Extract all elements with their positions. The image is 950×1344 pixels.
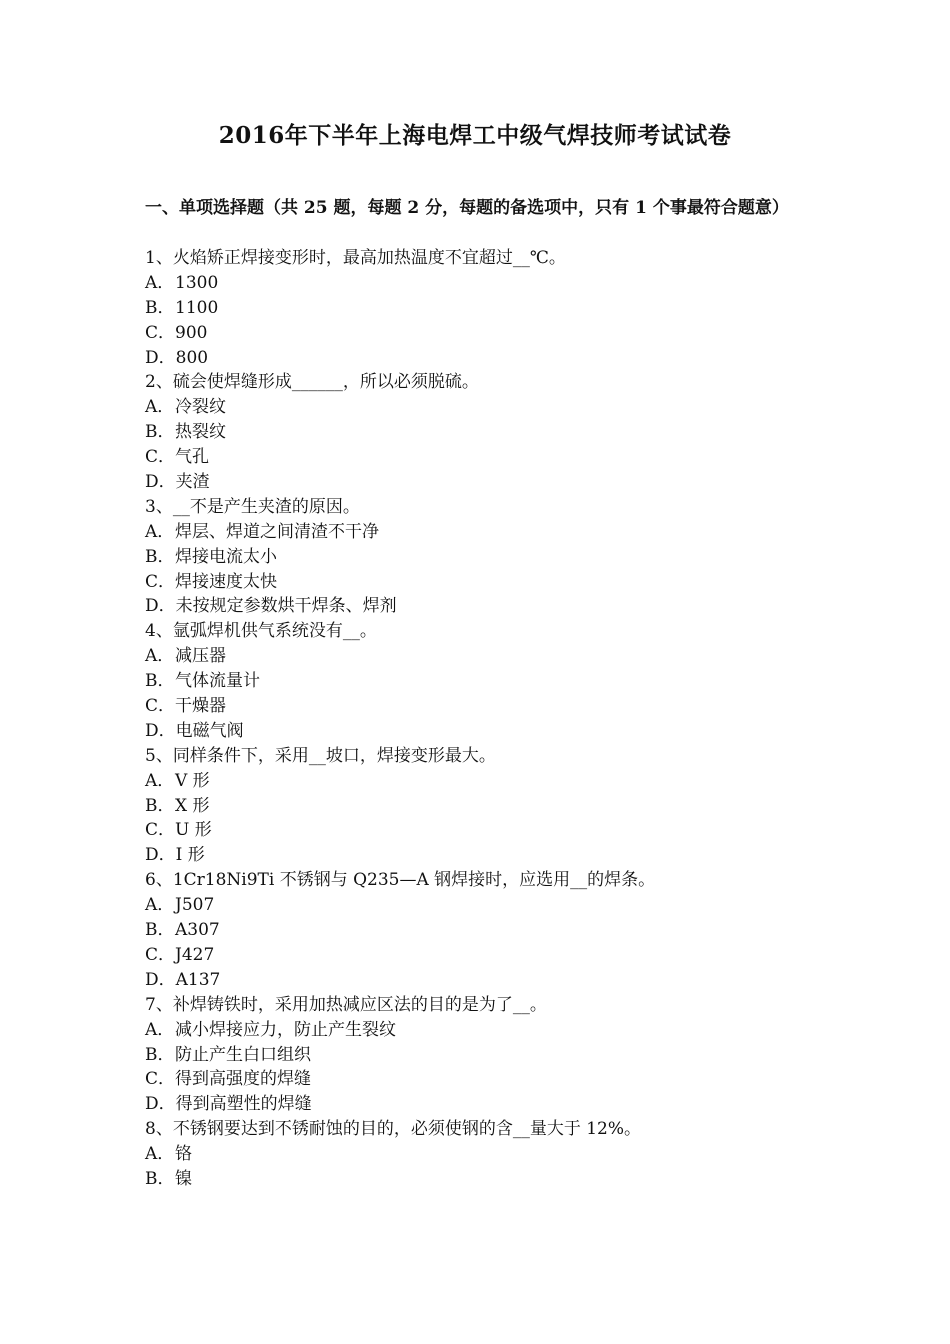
question-option xyxy=(145,570,811,595)
question-option xyxy=(145,594,811,619)
option-text: 得到高塑性的焊缝 xyxy=(175,1094,312,1115)
option-letter: D． xyxy=(145,845,176,866)
option-letter: C． xyxy=(145,447,176,468)
option-text: X 形 xyxy=(175,795,210,816)
option-letter: A． xyxy=(145,1019,175,1040)
option-letter: A． xyxy=(145,272,175,293)
option-text: 得到高强度的焊缝 xyxy=(175,1069,312,1090)
question-option xyxy=(145,843,811,868)
option-text: 900 xyxy=(175,322,208,343)
question-option xyxy=(145,694,811,719)
option-text: 铬 xyxy=(175,1144,192,1165)
option-letter: B． xyxy=(145,671,175,692)
option-text: J507 xyxy=(175,895,215,916)
option-letter: D． xyxy=(145,969,176,990)
question-option xyxy=(145,346,811,371)
option-letter: A． xyxy=(145,895,175,916)
question-option xyxy=(145,296,811,321)
option-text: 800 xyxy=(175,347,209,368)
option-letter: B． xyxy=(145,297,175,318)
option-text: 热裂纹 xyxy=(175,422,226,443)
option-text: 1100 xyxy=(175,297,219,318)
question-option xyxy=(145,321,811,346)
question-stem: 6、1Cr18Ni9Ti 不锈钢与 Q235—A 钢焊接时，应选用__的焊条。 xyxy=(145,870,656,891)
question-list xyxy=(145,246,811,1192)
question-option xyxy=(145,445,811,470)
question-stem: 7、补焊铸铁时，采用加热减应区法的目的是为了__。 xyxy=(145,994,547,1015)
option-letter: B． xyxy=(145,546,175,567)
option-text: 干燥器 xyxy=(175,696,227,717)
option-text: 夹渣 xyxy=(175,472,210,493)
question-option xyxy=(145,943,811,968)
option-text: I 形 xyxy=(175,845,205,866)
option-letter: D． xyxy=(145,1094,176,1115)
question-stem: 4、氩弧焊机供气系统没有__。 xyxy=(145,621,377,642)
option-text: 电磁气阀 xyxy=(175,720,244,741)
question-option xyxy=(145,918,811,943)
question-option xyxy=(145,395,811,420)
question-option xyxy=(145,1142,811,1167)
option-letter: C． xyxy=(145,820,176,841)
option-text: A307 xyxy=(175,920,220,941)
option-text: 镍 xyxy=(175,1168,192,1189)
option-letter: B． xyxy=(145,422,175,443)
question-option xyxy=(145,794,811,819)
option-letter: D． xyxy=(145,720,176,741)
option-letter: C． xyxy=(145,696,176,717)
option-text: 焊接电流太小 xyxy=(175,546,277,567)
question-option xyxy=(145,719,811,744)
question-option xyxy=(145,669,811,694)
question-option xyxy=(145,968,811,993)
question-option xyxy=(145,520,811,545)
option-text: V 形 xyxy=(175,770,210,791)
question-option xyxy=(145,893,811,918)
option-letter: A． xyxy=(145,770,175,791)
option-text: 焊层、焊道之间清渣不干净 xyxy=(175,521,379,542)
question-option xyxy=(145,818,811,843)
option-letter: C． xyxy=(145,571,176,592)
option-letter: A． xyxy=(145,646,175,667)
option-text: 减小焊接应力，防止产生裂纹 xyxy=(175,1019,396,1040)
option-text: 防止产生白口组织 xyxy=(175,1044,311,1065)
option-letter: D． xyxy=(145,347,176,368)
option-text: 气孔 xyxy=(175,447,210,468)
question-option xyxy=(145,769,811,794)
option-text: J427 xyxy=(175,944,215,965)
option-letter: A． xyxy=(145,397,175,418)
section-header: 一、单项选择题（共 25 题，每题 2 分，每题的备选项中，只有 1 个事最符合题意） xyxy=(145,198,789,218)
option-letter: A． xyxy=(145,1144,175,1165)
question-stem: 3、__不是产生夹渣的原因。 xyxy=(145,496,360,517)
option-letter: C． xyxy=(145,1069,176,1090)
question-option xyxy=(145,470,811,495)
question-option xyxy=(145,1092,811,1117)
option-letter: B． xyxy=(145,1168,175,1189)
option-letter: C． xyxy=(145,944,176,965)
document-title: 2016年下半年上海电焊工中级气焊技师考试试卷 xyxy=(218,122,732,149)
question-option xyxy=(145,420,811,445)
question-option xyxy=(145,545,811,570)
option-letter: C． xyxy=(145,322,176,343)
option-text: U 形 xyxy=(175,820,212,841)
option-letter: D． xyxy=(145,596,176,617)
option-text: 减压器 xyxy=(175,646,226,667)
question-option xyxy=(145,1167,811,1192)
option-text: 未按规定参数烘干焊条、焊剂 xyxy=(175,596,397,617)
question-option xyxy=(145,271,811,296)
question-option xyxy=(145,1067,811,1092)
option-text: 焊接速度太快 xyxy=(175,571,278,592)
question-option xyxy=(145,644,811,669)
option-text: A137 xyxy=(175,969,221,990)
option-letter: B． xyxy=(145,1044,175,1065)
question-stem: 8、不锈钢要达到不锈耐蚀的目的，必须使钢的含__量大于 12%。 xyxy=(145,1119,642,1140)
question-stem: 2、硫会使焊缝形成______，所以必须脱硫。 xyxy=(145,372,479,393)
option-letter: D． xyxy=(145,472,176,493)
option-text: 气体流量计 xyxy=(175,671,260,692)
question-stem: 1、火焰矫正焊接变形时，最高加热温度不宜超过__℃。 xyxy=(145,248,566,268)
question-option xyxy=(145,1018,811,1043)
option-letter: A． xyxy=(145,521,175,542)
option-text: 1300 xyxy=(175,272,219,293)
option-letter: B． xyxy=(145,795,175,816)
option-letter: B． xyxy=(145,920,175,941)
question-option xyxy=(145,1043,811,1068)
option-text: 冷裂纹 xyxy=(175,397,226,418)
question-stem: 5、同样条件下，采用__坡口，焊接变形最大。 xyxy=(145,745,496,766)
